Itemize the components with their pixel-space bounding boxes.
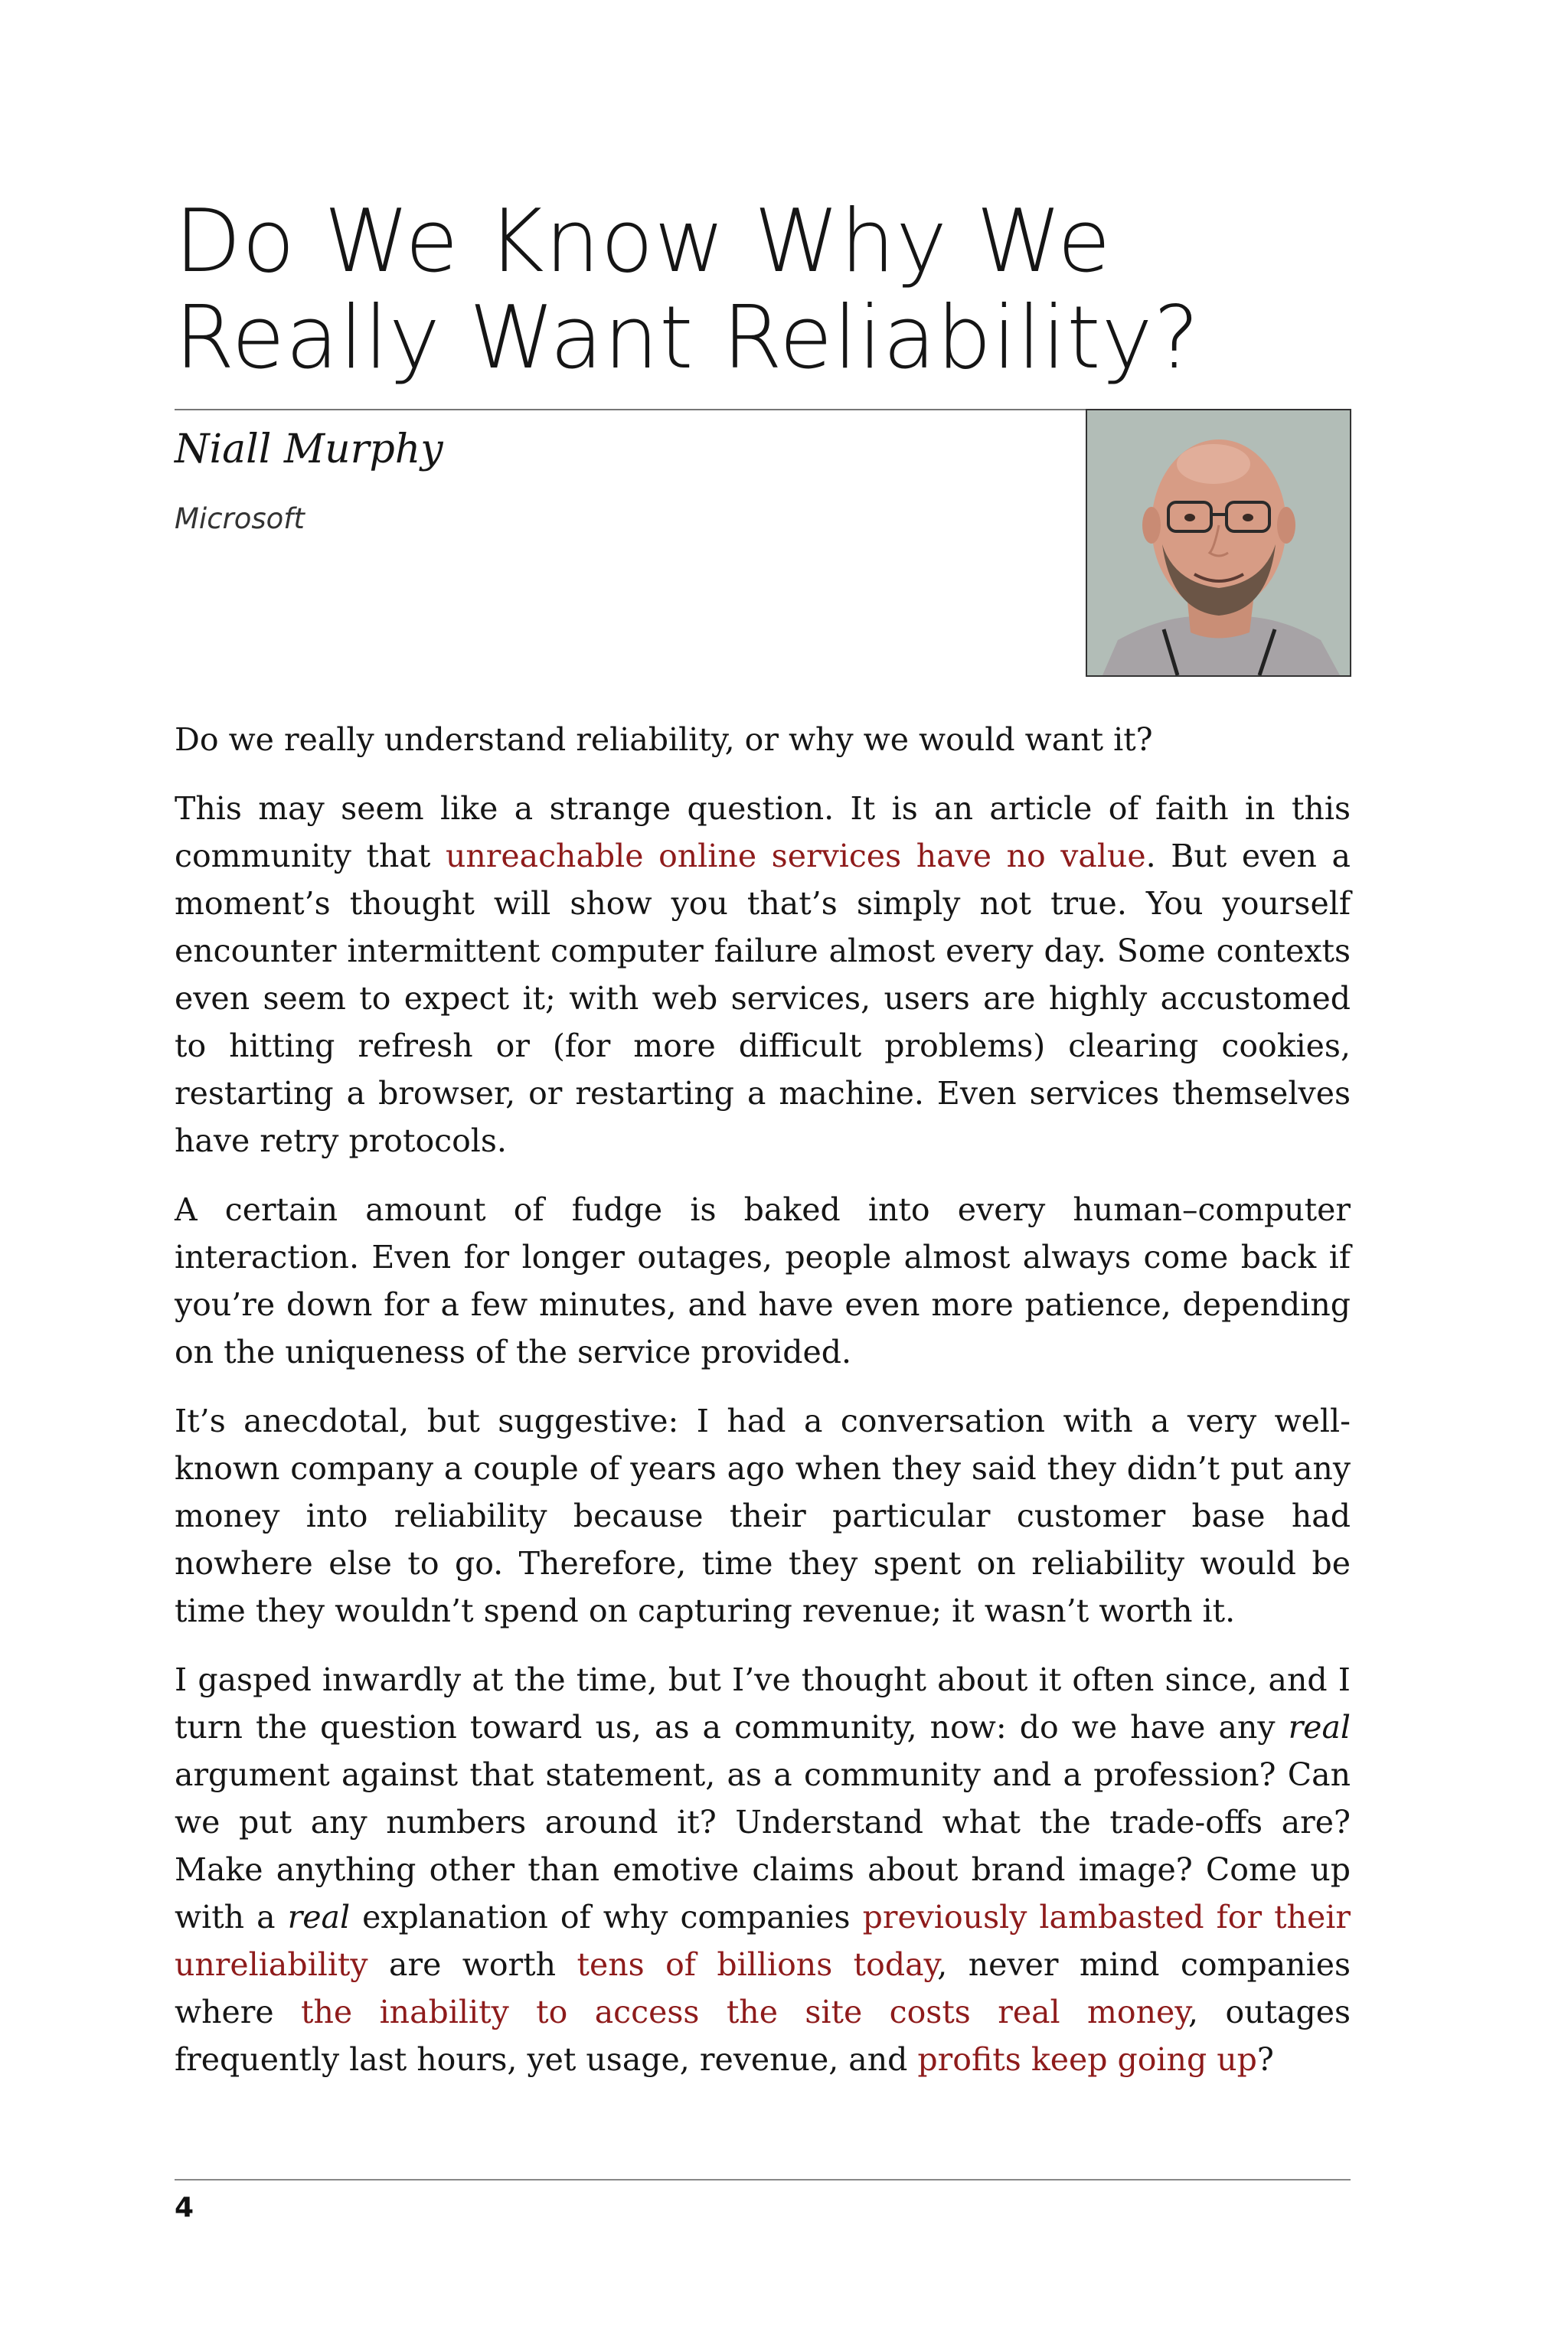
paragraph-4: It’s anecdotal, but suggestive: I had a conversation with a very well-known company a couple of years ago when they said they didn’t put any money into reliability because their particular customer base had nowhere else to go. Therefore, time they spent on reliability would be time they wouldn’t spend on capturing revenue; it wasn’t worth it. — [175, 1403, 1351, 1629]
author-affiliation: Microsoft — [175, 502, 305, 535]
article-body — [175, 716, 1351, 2105]
chapter-title-line-2: Really Want Reliability? — [175, 287, 1200, 388]
paragraph-5-text-3: explanation of why companies — [350, 1899, 863, 1936]
chapter-title — [175, 193, 1351, 386]
paragraph-5-text-2: argument against that statement, as a community and a profession? Can we put any numbers around it? Understand what the trade-offs are? Make anything other than emotive claims about brand image? Come up with a — [175, 1756, 1351, 1936]
paragraph-2-text-2: . But even a moment’s thought will show you that’s simply not true. You yourself encounter intermittent computer failure almost every day. Some contexts even seem to expect it; with web services, users are highly accustomed to hitting refresh or (for more difficult problems) clearing cookies, restarting a browser, or restarting a machine. Even services themselves have retry protocols. — [175, 838, 1351, 1159]
paragraph-1: Do we really understand reliability, or why we would want it? — [175, 721, 1153, 758]
paragraph-5 — [175, 1656, 1351, 2083]
page-number: 4 — [175, 2192, 194, 2223]
paragraph-2-text-1: This may seem like a strange question. It is an article of faith in this community that — [175, 790, 1351, 874]
book-page — [175, 0, 1351, 2352]
paragraph-5-text-6: , outages frequently last hours, yet usage, revenue, and — [175, 1994, 1351, 2078]
footer-divider — [175, 2179, 1351, 2180]
paragraph-3: A certain amount of fudge is baked into every human–computer interaction. Even for longer outages, people almost always come back if you’re down for a few minutes, and have even more patience, depending on the uniqueness of the service provided. — [175, 1191, 1351, 1370]
author-photo — [1086, 409, 1351, 677]
paragraph-5-text-5: , never mind companies where — [175, 1946, 1351, 2030]
link-unreachable-services[interactable]: unreachable online services have no value — [445, 838, 1146, 874]
author-portrait-illustration — [1087, 410, 1350, 675]
chapter-title-line-1: Do We Know Why We — [175, 191, 1112, 292]
link-site-costs-money[interactable]: the inability to access the site costs real money — [301, 1994, 1189, 2030]
author-name: Niall Murphy — [175, 426, 443, 472]
link-profits-keep-going-up[interactable]: profits keep going up — [917, 2041, 1257, 2078]
link-tens-of-billions[interactable]: tens of billions today — [577, 1946, 938, 1983]
link-lambasted-unreliability[interactable]: previously lambasted for their unreliability — [175, 1899, 1351, 1983]
paragraph-5-text-1: I gasped inwardly at the time, but I’ve thought about it often since, and I turn the question toward us, as a community, now: do we have any — [175, 1661, 1351, 1746]
emphasis-real-1: real — [1288, 1709, 1351, 1746]
paragraph-5-text-7: ? — [1256, 2041, 1274, 2078]
paragraph-5-text-4: are worth — [368, 1946, 577, 1983]
paragraph-2 — [175, 785, 1351, 1165]
emphasis-real-2: real — [287, 1899, 351, 1936]
